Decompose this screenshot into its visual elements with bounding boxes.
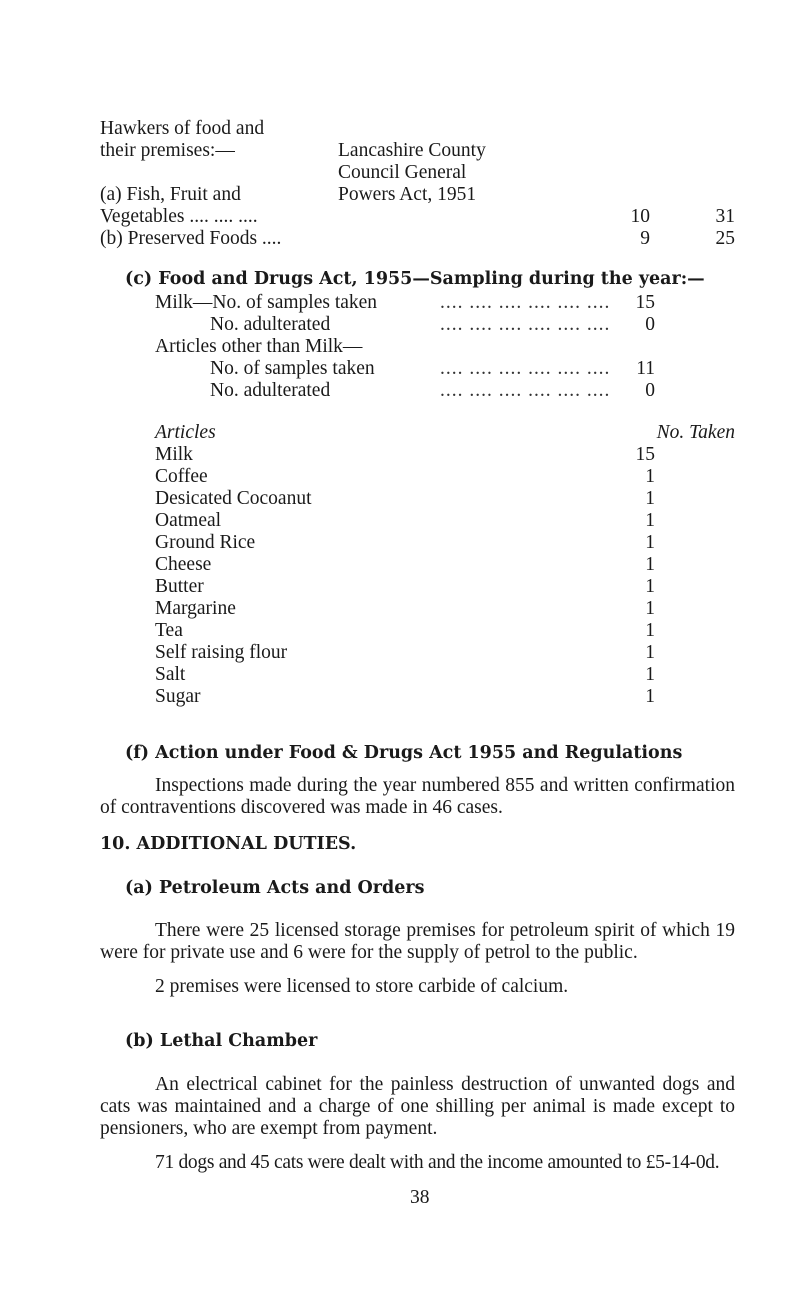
article-count: 1 <box>645 664 655 685</box>
milk-adulterated-value: 0 <box>645 314 655 335</box>
petroleum-paragraph-2: 2 premises were licensed to store carbide of calcium. <box>155 976 569 997</box>
article-count: 1 <box>645 488 655 509</box>
article-count: 1 <box>645 576 655 597</box>
section-f-paragraph: Inspections made during the year numbered 855 and written confirmation of contraventions discovered was made in 46 cases. <box>100 775 735 818</box>
article-name: Margarine <box>155 598 236 619</box>
milk-samples-value: 15 <box>635 292 655 313</box>
article-count: 1 <box>645 466 655 487</box>
act-line3: Powers Act, 1951 <box>338 184 477 205</box>
lethal-chamber-heading: (b) Lethal Chamber <box>125 1031 318 1051</box>
item-b-col1: 9 <box>640 228 650 249</box>
section-10-heading: 10. ADDITIONAL DUTIES. <box>100 834 357 854</box>
page-number: 38 <box>410 1187 430 1208</box>
article-name: Tea <box>155 620 183 641</box>
other-articles-label: Articles other than Milk— <box>155 336 363 357</box>
act-line1: Lancashire County <box>338 140 486 161</box>
section-f-heading: (f) Action under Food & Drugs Act 1955 and Regulations <box>125 743 683 763</box>
article-name: Milk <box>155 444 193 465</box>
other-samples-label: No. of samples taken <box>210 358 375 379</box>
hawkers-heading-line1: Hawkers of food and <box>100 118 265 139</box>
item-b-col2: 25 <box>715 228 735 249</box>
article-name: Ground Rice <box>155 532 256 553</box>
article-name: Cheese <box>155 554 212 575</box>
article-count: 1 <box>645 598 655 619</box>
other-adulterated-label: No. adulterated <box>210 380 331 401</box>
article-count: 1 <box>645 620 655 641</box>
dot-leader: .... .... .... .... .... .... <box>440 380 611 401</box>
article-count: 1 <box>645 642 655 663</box>
dot-leader: .... .... .... .... .... .... <box>440 358 611 379</box>
article-name: Self raising flour <box>155 642 288 663</box>
dot-leader: .... .... .... .... .... .... <box>440 314 611 335</box>
article-name: Sugar <box>155 686 201 707</box>
milk-samples-label: Milk—No. of samples taken <box>155 292 378 313</box>
item-b: (b) Preserved Foods .... <box>100 228 282 249</box>
article-name: Coffee <box>155 466 208 487</box>
articles-header: Articles <box>155 422 216 443</box>
no-taken-header: No. Taken <box>656 422 735 443</box>
article-count: 15 <box>635 444 655 465</box>
item-a-col2: 31 <box>715 206 735 227</box>
item-a-line2: Vegetables .... .... .... <box>100 206 258 227</box>
article-count: 1 <box>645 686 655 707</box>
milk-adulterated-label: No. adulterated <box>210 314 331 335</box>
dot-leader: .... .... .... .... .... .... <box>440 292 611 313</box>
item-a-col1: 10 <box>630 206 650 227</box>
article-count: 1 <box>645 554 655 575</box>
other-adulterated-value: 0 <box>645 380 655 401</box>
item-a-line1: (a) Fish, Fruit and <box>100 184 241 205</box>
petroleum-heading: (a) Petroleum Acts and Orders <box>125 878 425 898</box>
article-name: Desicated Cocoanut <box>155 488 312 509</box>
section-c-heading: (c) Food and Drugs Act, 1955—Sampling during the year:— <box>125 269 705 289</box>
hawkers-heading-line2: their premises:— <box>100 140 235 161</box>
lethal-chamber-paragraph-2: 71 dogs and 45 cats were dealt with and the income amounted to £5-14-0d. <box>155 1152 720 1173</box>
article-name: Oatmeal <box>155 510 222 531</box>
article-count: 1 <box>645 532 655 553</box>
other-samples-value: 11 <box>636 358 655 379</box>
article-count: 1 <box>645 510 655 531</box>
article-name: Salt <box>155 664 186 685</box>
lethal-chamber-paragraph-1: An electrical cabinet for the painless destruction of unwanted dogs and cats was maintained and a charge of one shilling per animal is made except to pensioners, who are exempt from payment. <box>100 1074 735 1139</box>
act-line2: Council General <box>338 162 467 183</box>
article-name: Butter <box>155 576 204 597</box>
petroleum-paragraph-1: There were 25 licensed storage premises for petroleum spirit of which 19 were for private use and 6 were for the supply of petrol to the public. <box>100 920 735 963</box>
